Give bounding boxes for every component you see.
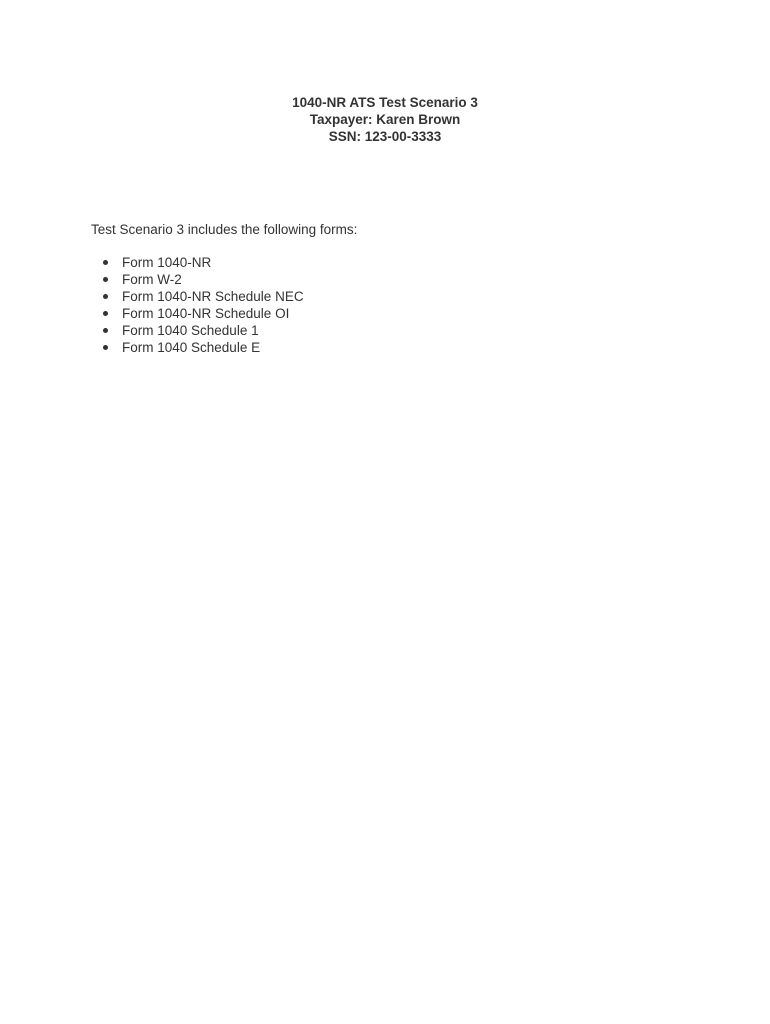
form-name: Form 1040 Schedule E bbox=[122, 340, 261, 355]
form-name: Form 1040-NR bbox=[122, 255, 212, 270]
document-title: 1040-NR ATS Test Scenario 3 bbox=[292, 95, 478, 110]
list-item bbox=[100, 322, 304, 339]
form-name: Form 1040 Schedule 1 bbox=[122, 323, 259, 338]
taxpayer-ssn: SSN: 123-00-3333 bbox=[328, 129, 442, 144]
list-item bbox=[100, 271, 304, 288]
bullet-icon bbox=[103, 328, 108, 333]
form-name: Form W-2 bbox=[122, 272, 182, 287]
bullet-icon bbox=[103, 311, 108, 316]
intro-text: Test Scenario 3 includes the following forms: bbox=[91, 222, 358, 237]
form-name: Form 1040-NR Schedule NEC bbox=[122, 289, 304, 304]
taxpayer-name: Taxpayer: Karen Brown bbox=[309, 112, 461, 127]
list-item bbox=[100, 305, 304, 322]
list-item bbox=[100, 254, 304, 271]
list-item bbox=[100, 288, 304, 305]
bullet-icon bbox=[103, 277, 108, 282]
form-name: Form 1040-NR Schedule OI bbox=[122, 306, 290, 321]
list-item bbox=[100, 339, 304, 356]
bullet-icon bbox=[103, 345, 108, 350]
forms-list bbox=[100, 254, 304, 356]
bullet-icon bbox=[103, 260, 108, 265]
bullet-icon bbox=[103, 294, 108, 299]
document-header bbox=[0, 94, 770, 145]
